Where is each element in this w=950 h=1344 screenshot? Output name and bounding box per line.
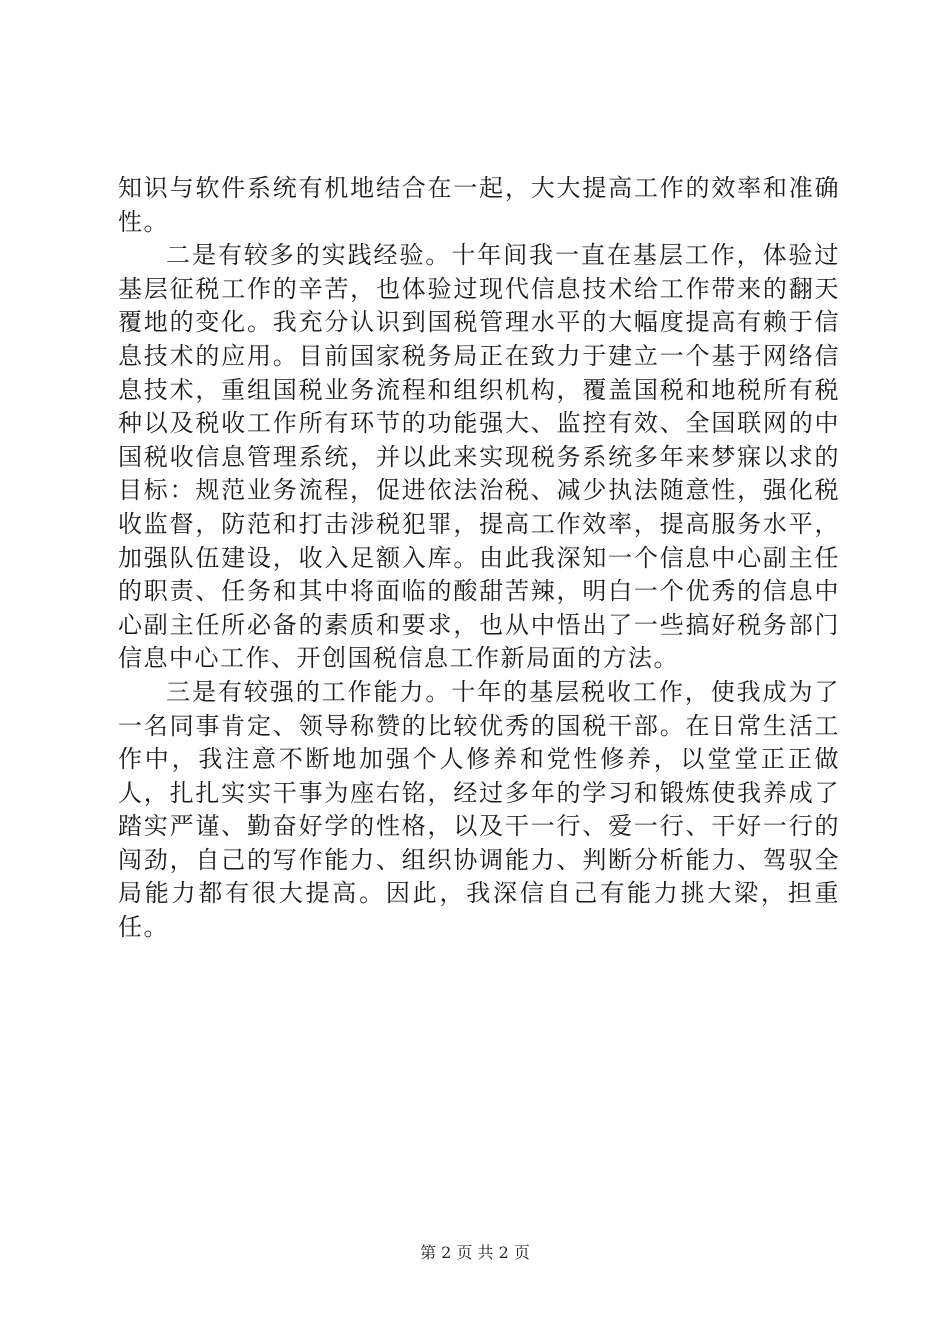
page-footer: 第 2 页 共 2 页 [420, 1243, 530, 1262]
document-body [118, 172, 840, 945]
paragraph-practical-experience: 二是有较多的实践经验。十年间我一直在基层工作，体验过基层征税工作的辛苦，也体验过现代信息技术给工作带来的翻天覆地的变化。我充分认识到国税管理水平的大幅度提高有赖于信息技术的应用。目前国家税务局正在致力于建立一个基于网络信息技术，重组国税业务流程和组织机构，覆盖国税和地税所有税种以及税收工作所有环节的功能强大、监控有效、全国联网的中国税收信息管理系统，并以此来实现税务系统多年来梦寐以求的目标：规范业务流程，促进依法治税、减少执法随意性，强化税收监督，防范和打击涉税犯罪，提高工作效率，提高服务水平，加强队伍建设，收入足额入库。由此我深知一个信息中心副主任的职责、任务和其中将面临的酸甜苦辣，明白一个优秀的信息中心副主任所必备的素质和要求，也从中悟出了一些搞好税务部门信息中心工作、开创国税信息工作新局面的方法。 [118, 241, 840, 673]
paragraph-work-ability: 三是有较强的工作能力。十年的基层税收工作，使我成为了一名同事肯定、领导称赞的比较优秀的国税干部。在日常生活工作中，我注意不断地加强个人修养和党性修养，以堂堂正正做人，扎扎实实干事为座右铭，经过多年的学习和锻炼使我养成了踏实严谨、勤奋好学的性格，以及干一行、爱一行、干好一行的闯劲，自己的写作能力、组织协调能力、判断分析能力、驾驭全局能力都有很大提高。因此，我深信自己有能力挑大梁，担重任。 [118, 677, 840, 942]
paragraph-continuation: 知识与软件系统有机地结合在一起，大大提高工作的效率和准确性。 [118, 174, 840, 236]
